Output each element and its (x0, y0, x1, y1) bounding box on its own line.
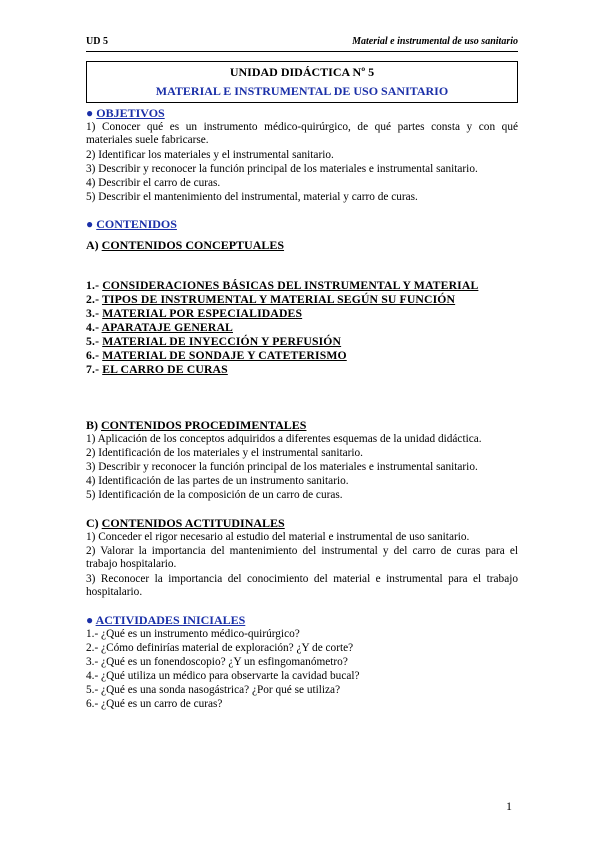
actividad-item: 5.- ¿Qué es una sonda nasogástrica? ¿Por qué se utiliza? (86, 684, 341, 696)
actitudinal-item: 3) Reconocer la importancia del conocimiento del material e instrumental para el trabajo hospitalario. (86, 573, 518, 598)
objetivos-heading: OBJETIVOS (96, 106, 165, 120)
concept-item: 3.- MATERIAL POR ESPECIALIDADES (86, 307, 303, 320)
objetivo-item: 3) Describir y reconocer la función principal de los materiales e instrumental sanitario. (86, 163, 478, 175)
actividad-item: 3.- ¿Qué es un fonendoscopio? ¿Y un esfingomanómetro? (86, 656, 348, 668)
section-objetivos (86, 106, 165, 121)
objetivo-item: 1) Conocer qué es un instrumento médico-quirúrgico, de qué partes consta y con qué materiales suele fabricarse. (86, 121, 518, 146)
title-box (86, 61, 518, 103)
unit-subtitle: MATERIAL E INSTRUMENTAL DE USO SANITARIO (155, 84, 449, 98)
page-number: 1 (506, 799, 512, 813)
procedimental-item: 4) Identificación de las partes de un instrumento sanitario. (86, 475, 349, 487)
procedimental-item: 2) Identificación de los materiales y el instrumental sanitario. (86, 447, 363, 459)
concept-item: 4.- APARATAJE GENERAL (86, 321, 233, 334)
actividad-item: 4.- ¿Qué utiliza un médico para observarte la cavidad bucal? (86, 670, 360, 682)
header-subject: Material e instrumental de uso sanitario (352, 36, 518, 47)
concept-item: 5.- MATERIAL DE INYECCIÓN Y PERFUSIÓN (86, 335, 342, 348)
concept-item: 2.- TIPOS DE INSTRUMENTAL Y MATERIAL SEGÚN SU FUNCIÓN (86, 293, 456, 306)
header-unit: UD 5 (86, 36, 108, 47)
unit-title: UNIDAD DIDÁCTICA Nº 5 (229, 65, 375, 79)
header-divider (86, 51, 518, 52)
concept-item: 7.- EL CARRO DE CURAS (86, 363, 228, 376)
section-contenidos (86, 217, 177, 232)
actividad-item: 2.- ¿Cómo definirías material de exploración? ¿Y de corte? (86, 642, 354, 654)
conceptuales-heading: A) CONTENIDOS CONCEPTUALES (86, 238, 285, 252)
bullet-icon: ● (86, 106, 94, 120)
actividad-item: 6.- ¿Qué es un carro de curas? (86, 698, 223, 710)
contenidos-heading: CONTENIDOS (96, 217, 177, 231)
concept-item: 1.- CONSIDERACIONES BÁSICAS DEL INSTRUMENTAL Y MATERIAL (86, 279, 479, 292)
objetivo-item: 5) Describir el mantenimiento del instrumental, material y carro de curas. (86, 191, 418, 203)
actitudinales-heading: C) CONTENIDOS ACTITUDINALES (86, 516, 285, 530)
objetivo-item: 2) Identificar los materiales y el instrumental sanitario. (86, 149, 334, 161)
bullet-icon: ● (86, 217, 94, 231)
bullet-icon: ● (86, 613, 94, 627)
procedimentales-heading: B) CONTENIDOS PROCEDIMENTALES (86, 418, 307, 432)
actitudinal-item: 1) Conceder el rigor necesario al estudio del material e instrumental de uso sanitario. (86, 531, 470, 543)
concept-item: 6.- MATERIAL DE SONDAJE Y CATETERISMO (86, 349, 347, 362)
procedimental-item: 3) Describir y reconocer la función principal de los materiales e instrumental sanitario. (86, 461, 478, 473)
procedimental-item: 1) Aplicación de los conceptos adquiridos a diferentes esquemas de la unidad didáctica. (86, 433, 482, 445)
actitudinal-item: 2) Valorar la importancia del mantenimiento del instrumental y del carro de curas para el trabajo hospitalario. (86, 545, 518, 570)
actividades-heading: ACTIVIDADES INICIALES (95, 613, 246, 627)
objetivo-item: 4) Describir el carro de curas. (86, 177, 221, 189)
section-actividades (86, 613, 245, 628)
actividad-item: 1.- ¿Qué es un instrumento médico-quirúrgico? (86, 628, 300, 640)
procedimental-item: 5) Identificación de la composición de un carro de curas. (86, 489, 343, 501)
